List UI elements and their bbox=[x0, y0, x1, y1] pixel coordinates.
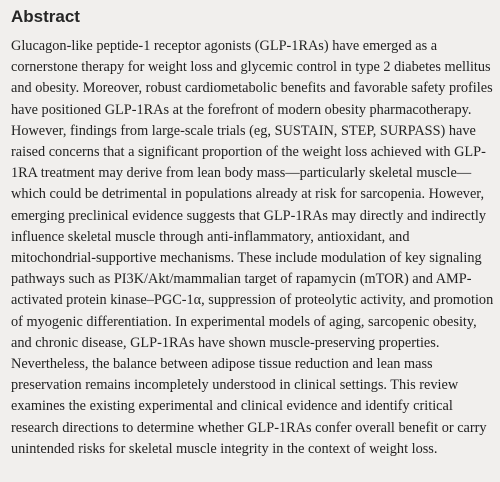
abstract-body: Glucagon-like peptide-1 receptor agonists (GLP-1RAs) have emerged as a cornerstone therapy for weight loss and glycemic control in type 2 diabetes mellitus and obesity. Moreover, robust cardiometabolic benefits and favorable safety profiles have positioned GLP-1RAs at the forefront of modern obesity pharmacotherapy. However, findings from large-scale trials (eg, SUSTAIN, STEP, SURPASS) have raised concerns that a significant proportion of the weight loss achieved with GLP-1RA treatment may derive from lean body mass—particularly skeletal muscle—which could be detrimental in populations already at risk for sarcopenia. However, emerging preclinical evidence suggests that GLP-1RAs may directly and indirectly influence skeletal muscle through anti-inflammatory, antioxidant, and mitochondrial-supportive mechanisms. These include modulation of key signaling pathways such as PI3K/Akt/mammalian target of rapamycin (mTOR) and AMP-activated protein kinase–PGC-1α, suppression of proteolytic activity, and promotion of myogenic differentiation. In experimental models of aging, sarcopenic obesity, and chronic disease, GLP-1RAs have shown muscle-preserving properties. Nevertheless, the balance between adipose tissue reduction and lean mass preservation remains incompletely understood in clinical settings. This review examines the existing experimental and clinical evidence and identify critical research directions to determine whether GLP-1RAs confer overall benefit or carry unintended risks for skeletal muscle integrity in the context of weight loss. bbox=[11, 38, 494, 457]
abstract-heading: Abstract bbox=[11, 7, 80, 26]
